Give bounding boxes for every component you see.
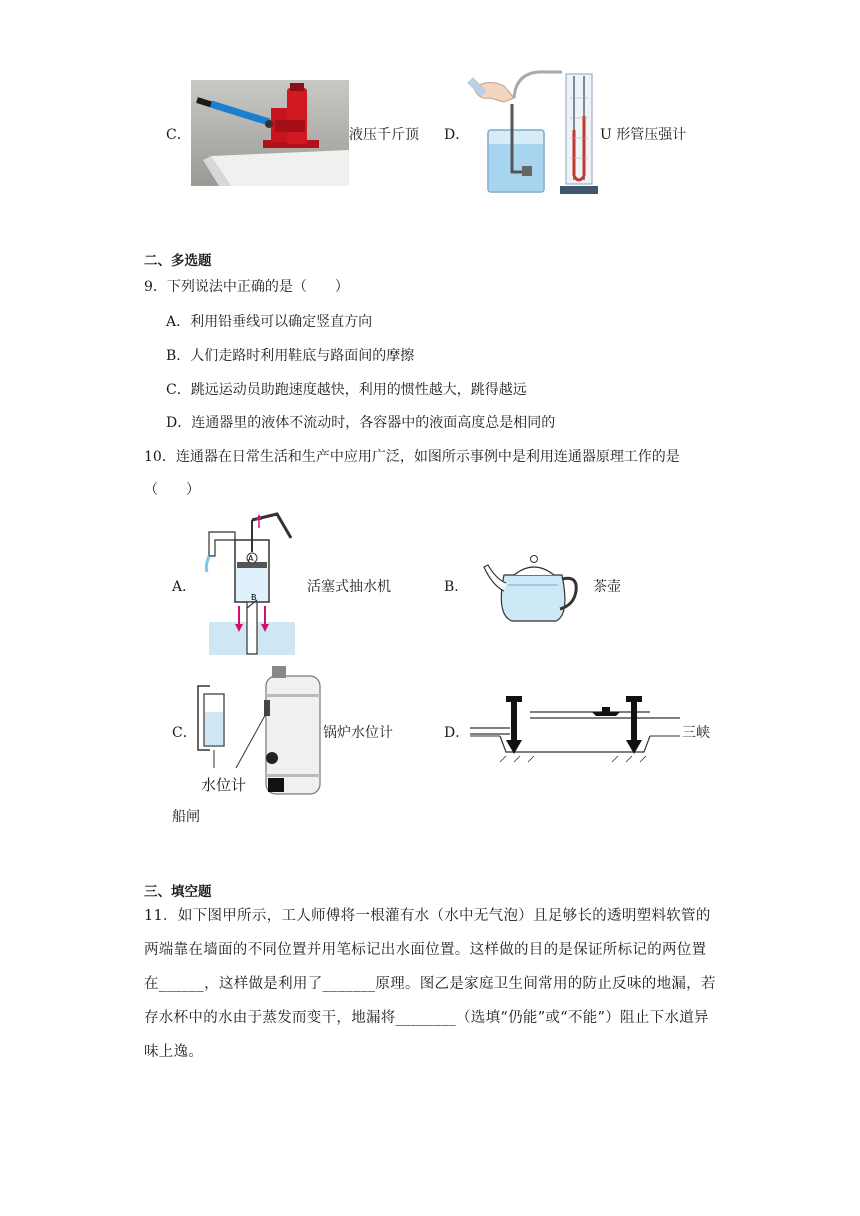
question-11-line: 11．如下图甲所示，工人师傅将一根灌有水（水中无气泡）且足够长的透明塑料软管的 — [144, 908, 711, 924]
section-heading-fill-in-blank: 三、填空题 — [144, 884, 212, 900]
q10-option-b-letter: B． — [444, 579, 469, 595]
option-c-caption: 液压千斤顶 — [349, 127, 419, 143]
q10-option-a-caption: 活塞式抽水机 — [307, 579, 391, 595]
question-11-line: 存水杯中的水由于蒸发而变干，地漏将________（选填“仍能”或“不能”）阻止下水道异 — [144, 1010, 709, 1026]
pump-valve-a-label: A — [248, 554, 254, 563]
question-9-option-d: D．连通器里的液体不流动时，各容器中的液面高度总是相同的 — [166, 415, 556, 431]
ship-lock-figure — [470, 692, 680, 764]
teapot-figure — [482, 545, 582, 627]
option-d-letter: D． — [444, 127, 470, 143]
question-11 — [144, 899, 734, 1069]
question-10-stem-line2: （ ） — [144, 482, 200, 498]
question-9-option-c: C．跳远运动员助跑速度越快，利用的惯性越大，跳得越远 — [166, 382, 527, 398]
question-11-line: 味上逸。 — [144, 1044, 204, 1060]
q10-option-b-caption: 茶壶 — [593, 579, 621, 595]
section-heading-multiple-choice: 二、多选题 — [144, 253, 212, 269]
question-10-stem-line1: 10．连通器在日常生活和生产中应用广泛，如图所示事例中是利用连通器原理工作的是 — [144, 449, 680, 465]
u-tube-manometer-figure — [470, 68, 600, 198]
q10-option-d-caption: 三峡 — [682, 725, 710, 741]
q10-option-a-letter: A． — [172, 579, 197, 595]
question-11-line: 两端靠在墙面的不同位置并用笔标记出水面位置。这样做的目的是保证所标记的两位置 — [144, 942, 707, 958]
option-c-letter: C． — [166, 127, 191, 143]
question-9-option-b: B．人们走路时利用鞋底与路面间的摩擦 — [166, 348, 415, 364]
question-9-option-a: A．利用铅垂线可以确定竖直方向 — [166, 314, 373, 330]
piston-pump-figure — [207, 510, 297, 655]
q10-option-c-caption: 锅炉水位计 — [323, 725, 393, 741]
q10-option-d-letter: D． — [444, 725, 470, 741]
question-11-line: 在______，这样做是利用了_______原理。图乙是家庭卫生间常用的防止反味的地漏，若 — [144, 976, 716, 992]
option-d-caption: U 形管压强计 — [600, 127, 687, 143]
question-9-stem: 9．下列说法中正确的是（ ） — [144, 279, 349, 295]
water-gauge-label: 水位计 — [201, 776, 247, 794]
q10-option-d-caption-continued: 船闸 — [172, 809, 200, 825]
pump-valve-b-label: B — [251, 593, 257, 602]
q10-option-c-letter: C． — [172, 725, 197, 741]
hydraulic-jack-photo — [191, 80, 349, 186]
